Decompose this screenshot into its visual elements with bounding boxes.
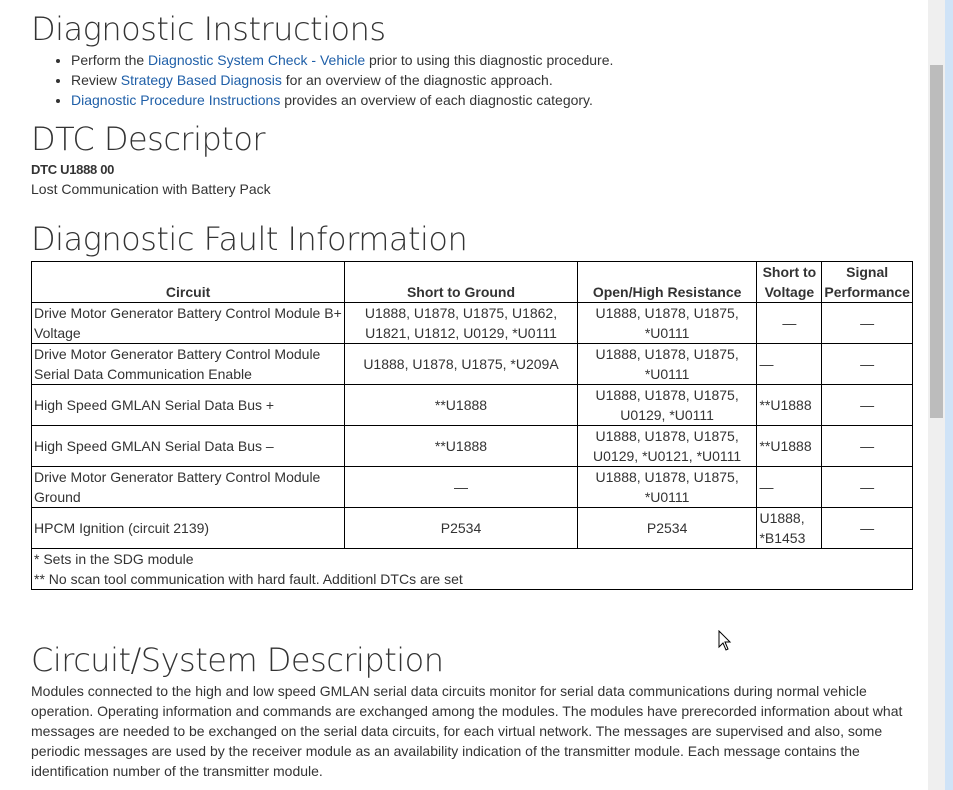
link-diagnostic-procedure-instructions[interactable]: Diagnostic Procedure Instructions xyxy=(71,92,281,108)
table-header-row xyxy=(32,262,913,303)
table-cell: U1888, U1878, U1875, *U0111 xyxy=(577,303,757,344)
table-cell: — xyxy=(822,303,913,344)
table-cell: — xyxy=(345,467,578,508)
table-cell: — xyxy=(822,385,913,426)
table-cell: U1888, U1878, U1875, U0129, *U0121, *U0111 xyxy=(577,426,757,467)
table-cell: U1888, *B1453 xyxy=(757,508,822,549)
table-cell: **U1888 xyxy=(345,385,578,426)
table-cell: U1888, U1878, U1875, *U0111 xyxy=(577,467,757,508)
table-cell: **U1888 xyxy=(345,426,578,467)
diagnostic-instructions-section xyxy=(31,10,613,110)
table-row xyxy=(32,426,913,467)
table-cell: — xyxy=(822,467,913,508)
table-cell: U1888, U1878, U1875, U0129, *U0111 xyxy=(577,385,757,426)
table-cell: U1888, U1878, U1875, *U0111 xyxy=(577,344,757,385)
item-text: Perform the xyxy=(71,52,149,68)
scrollbar-thumb[interactable] xyxy=(930,65,943,418)
item-text: Review xyxy=(71,72,121,88)
window-border xyxy=(945,0,953,790)
instructions-list xyxy=(31,50,613,110)
table-cell: — xyxy=(822,426,913,467)
column-header: Circuit xyxy=(32,262,345,303)
table-cell: — xyxy=(822,508,913,549)
section-title: DTC Descriptor xyxy=(31,120,266,158)
table-note: * Sets in the SDG module xyxy=(34,551,194,567)
mouse-cursor-icon xyxy=(718,630,732,652)
table-cell: — xyxy=(757,467,822,508)
table-cell: U1888, U1878, U1875, U1862, U1821, U1812, U0129, *U0111 xyxy=(345,303,578,344)
table-row xyxy=(32,385,913,426)
table-cell: P2534 xyxy=(577,508,757,549)
link-diagnostic-system-check[interactable]: Diagnostic System Check - Vehicle xyxy=(148,52,366,68)
list-item xyxy=(71,90,613,110)
table-row xyxy=(32,508,913,549)
table-footer-row xyxy=(32,549,913,590)
section-title: Diagnostic Fault Information xyxy=(31,220,468,258)
table-cell: Drive Motor Generator Battery Control Module Ground xyxy=(32,467,345,508)
link-strategy-based-diagnosis[interactable]: Strategy Based Diagnosis xyxy=(120,72,282,88)
circuit-description: Modules connected to the high and low speed GMLAN serial data circuits monitor for serial data communications during normal vehicle operation. Operating information and commands are exchanged among the modules. The modules have prerecorded information about what messages are needed to be exchanged on the serial data circuits, for each virtual network. The messages are supervised and also, some periodic messages are used by the receiver module as an availability indication of the transmitter module. Each message contains the identification number of the transmitter module. xyxy=(31,683,903,779)
table-cell: High Speed GMLAN Serial Data Bus + xyxy=(32,385,345,426)
table-cell: Drive Motor Generator Battery Control Module B+ Voltage xyxy=(32,303,345,344)
dtc-description: Lost Communication with Battery Pack xyxy=(31,181,271,197)
table-row xyxy=(32,467,913,508)
table-row xyxy=(32,303,913,344)
table-notes xyxy=(32,549,913,590)
section-title: Diagnostic Instructions xyxy=(31,10,386,48)
table-cell: — xyxy=(757,303,822,344)
dtc-code: DTC U1888 00 xyxy=(31,162,115,177)
item-text: provides an overview of each diagnostic category. xyxy=(280,92,593,108)
table-note: ** No scan tool communication with hard fault. Additionl DTCs are set xyxy=(34,571,463,587)
table-row xyxy=(32,344,913,385)
column-header: Signal Performance xyxy=(822,262,913,303)
vertical-scrollbar[interactable] xyxy=(928,0,945,790)
column-header: Short to Ground xyxy=(345,262,578,303)
table-cell: — xyxy=(757,344,822,385)
table-cell: **U1888 xyxy=(757,426,822,467)
table-cell: High Speed GMLAN Serial Data Bus – xyxy=(32,426,345,467)
list-item xyxy=(71,70,613,90)
table-cell: P2534 xyxy=(345,508,578,549)
column-header: Short to Voltage xyxy=(757,262,822,303)
item-text: prior to using this diagnostic procedure. xyxy=(365,52,614,68)
column-header: Open/High Resistance xyxy=(577,262,757,303)
section-title: Circuit/System Description xyxy=(31,641,444,679)
fault-table xyxy=(31,261,913,590)
table-cell: U1888, U1878, U1875, *U209A xyxy=(345,344,578,385)
table-cell: — xyxy=(822,344,913,385)
table-cell: HPCM Ignition (circuit 2139) xyxy=(32,508,345,549)
table-cell: Drive Motor Generator Battery Control Module Serial Data Communication Enable xyxy=(32,344,345,385)
item-text: for an overview of the diagnostic approach. xyxy=(281,72,553,88)
table-cell: **U1888 xyxy=(757,385,822,426)
list-item xyxy=(71,50,613,70)
